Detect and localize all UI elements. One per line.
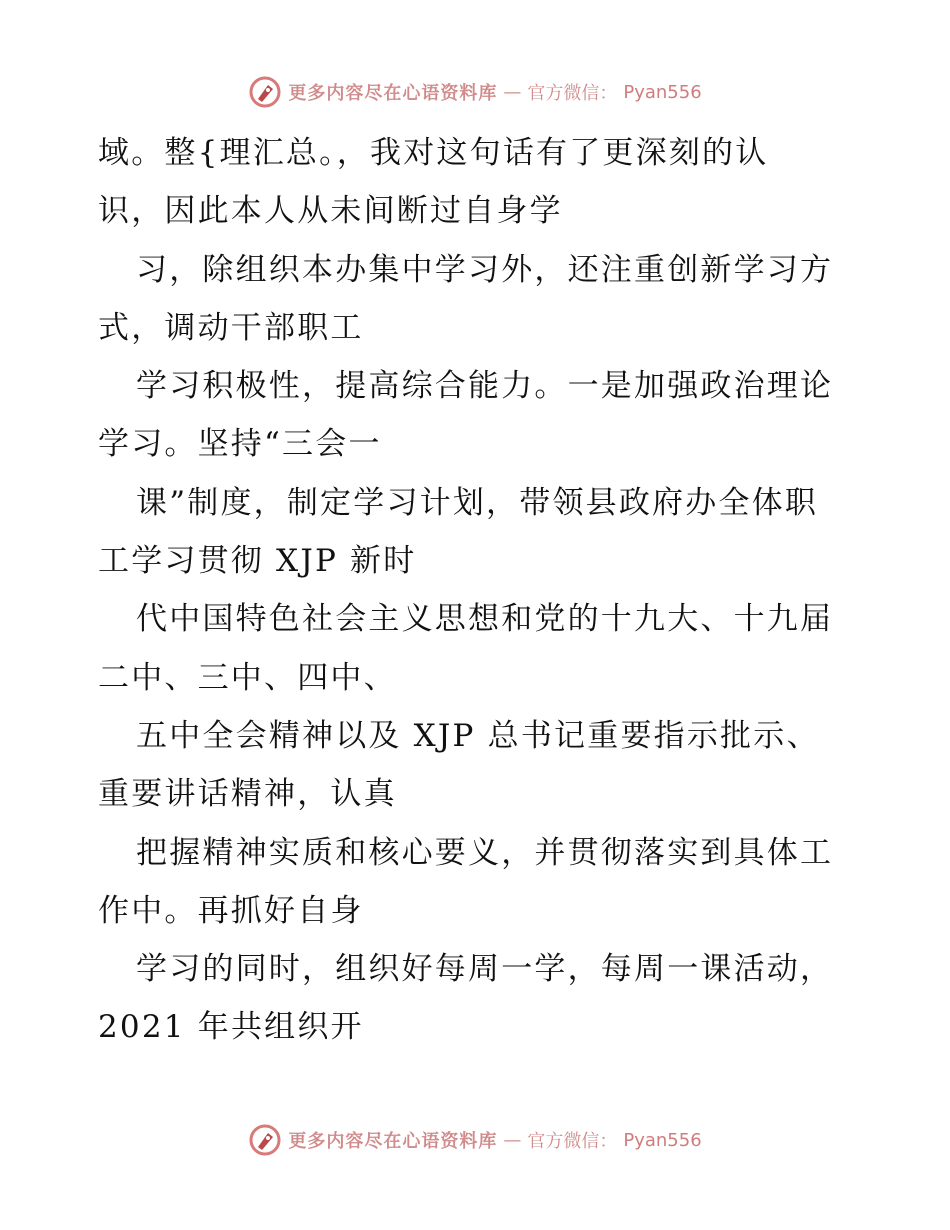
document-body (98, 124, 858, 1057)
watermark-account: Pyan556 (623, 1129, 702, 1151)
pen-nib-logo-icon (248, 75, 282, 109)
text-line: 代中国特色社会主义思想和党的十九大、十九届 (136, 601, 834, 638)
text-line: 课”制度，制定学习计划，带领县政府办全体职 (136, 484, 819, 521)
text-line: 作中。再抓好自身 (98, 892, 364, 929)
text-line: 二中、三中、四中、 (98, 659, 397, 696)
text-line: 重要讲话精神，认真 (98, 776, 397, 813)
text-line: 习，除组织本办集中学习外，还注重创新学习方 (136, 251, 834, 288)
text-line: 学习积极性，提高综合能力。一是加强政治理论 (136, 368, 834, 405)
text-line: 域。整{理汇总。，我对这句话有了更深刻的认 (98, 135, 769, 171)
text-line: 识，因此本人从未间断过自身学 (98, 193, 563, 230)
text-line: 把握精神实质和核心要义，并贯彻落实到具体工 (136, 834, 834, 871)
watermark-brand: 更多内容尽在心语资料库 (288, 1131, 498, 1152)
text-line: 2021 年共组织开 (98, 1009, 364, 1046)
header-watermark (0, 72, 950, 112)
watermark-account: Pyan556 (623, 81, 702, 103)
text-line: 学习的同时，组织好每周一学，每周一课活动， (136, 951, 834, 988)
watermark-separator: — (503, 81, 522, 103)
watermark-brand: 更多内容尽在心语资料库 (288, 83, 498, 104)
pen-nib-logo-icon (248, 1123, 282, 1157)
watermark-label: 官方微信： (527, 83, 618, 104)
footer-watermark (0, 1120, 950, 1160)
text-line: 工学习贯彻 XJP 新时 (98, 543, 417, 580)
watermark-label: 官方微信： (527, 1131, 618, 1152)
text-line: 五中全会精神以及 XJP 总书记重要指示批示、 (136, 717, 820, 754)
text-line: 式，调动干部职工 (98, 309, 364, 346)
watermark-separator: — (503, 1129, 522, 1151)
text-line: 学习。坚持“三会一 (98, 426, 382, 463)
